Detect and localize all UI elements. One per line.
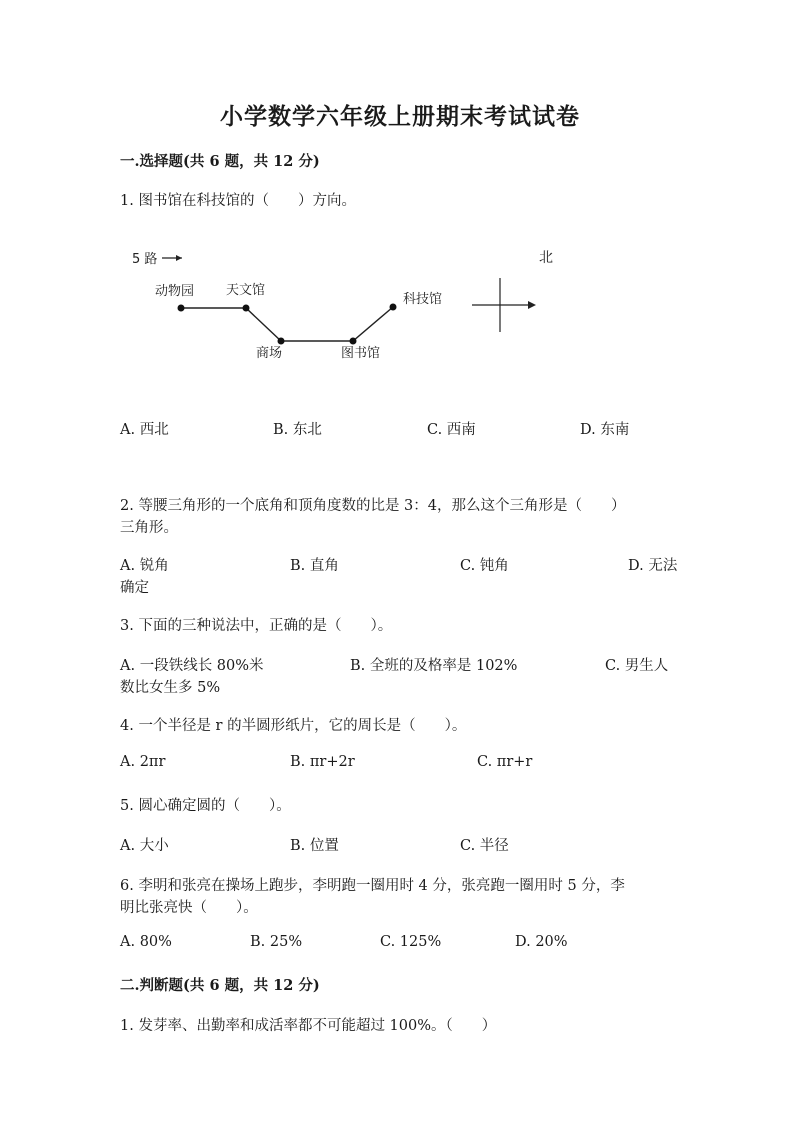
- compass-arrowhead: [528, 301, 536, 309]
- page-title: 小学数学六年级上册期末考试试卷: [220, 103, 580, 130]
- question-5: 5. 圆心确定圆的（ ）。: [120, 798, 291, 814]
- question-2-line-1: 2. 等腰三角形的一个底角和顶角度数的比是 3：4，那么这个三角形是（ ）: [120, 498, 626, 514]
- q6-option-d: D. 20%: [515, 934, 568, 950]
- q6-option-c: C. 125%: [380, 934, 442, 950]
- question-3: 3. 下面的三种说法中，正确的是（ ）。: [120, 618, 393, 634]
- q1-option-a: A. 西北: [120, 422, 169, 438]
- section-heading-choice: 一.选择题(共 6 题，共 12 分): [120, 153, 320, 170]
- q4-option-a: A. 2πr: [120, 754, 166, 770]
- direction-map-figure: [120, 238, 560, 368]
- question-4: 4. 一个半径是 r 的半圆形纸片，它的周长是（ ）。: [120, 718, 467, 734]
- q3-option-c-wrap: 数比女生多 5%: [120, 680, 221, 696]
- route-label: 5 路: [132, 252, 158, 267]
- route-arrowhead: [176, 255, 182, 261]
- q4-option-b: B. πr+2r: [290, 754, 355, 770]
- place-science-museum: 科技馆: [403, 292, 443, 307]
- q2-option-a: A. 锐角: [120, 558, 169, 574]
- question-1: 1. 图书馆在科技馆的（ ）方向。: [120, 193, 356, 209]
- q6-option-b: B. 25%: [250, 934, 303, 950]
- place-library: 图书馆: [341, 346, 381, 361]
- point-mall: [278, 338, 285, 345]
- q3-option-b: B. 全班的及格率是 102%: [350, 658, 518, 674]
- section-heading-judgement: 二.判断题(共 6 题，共 12 分): [120, 977, 320, 994]
- point-library: [350, 338, 357, 345]
- place-zoo: 动物园: [155, 284, 195, 299]
- q1-option-d: D. 东南: [580, 422, 630, 438]
- q2-option-d-wrap: 确定: [120, 580, 149, 596]
- judgement-1: 1. 发芽率、出勤率和成活率都不可能超过 100%。（ ）: [120, 1018, 497, 1034]
- place-mall: 商场: [256, 346, 283, 361]
- q5-option-b: B. 位置: [290, 838, 339, 854]
- q2-option-c: C. 钝角: [460, 558, 509, 574]
- point-planetarium: [243, 305, 250, 312]
- place-planetarium: 天文馆: [226, 283, 266, 298]
- q6-option-a: A. 80%: [120, 934, 172, 950]
- route-path: [181, 307, 393, 341]
- q4-option-c: C. πr+r: [477, 754, 533, 770]
- question-6-line-1: 6. 李明和张亮在操场上跑步，李明跑一圈用时 4 分，张亮跑一圈用时 5 分，李: [120, 878, 625, 894]
- q3-option-c: C. 男生人: [605, 658, 669, 674]
- q1-option-c: C. 西南: [427, 422, 476, 438]
- point-science-museum: [390, 304, 397, 311]
- q3-option-a: A. 一段铁线长 80%米: [120, 658, 264, 674]
- north-label: 北: [539, 250, 553, 266]
- question-6-line-2: 明比张亮快（ ）。: [120, 900, 258, 916]
- question-2-line-2: 三角形。: [120, 520, 178, 536]
- q5-option-c: C. 半径: [460, 838, 509, 854]
- q2-option-d: D. 无法: [628, 558, 678, 574]
- q2-option-b: B. 直角: [290, 558, 339, 574]
- q5-option-a: A. 大小: [120, 838, 169, 854]
- q1-option-b: B. 东北: [273, 422, 322, 438]
- point-zoo: [178, 305, 185, 312]
